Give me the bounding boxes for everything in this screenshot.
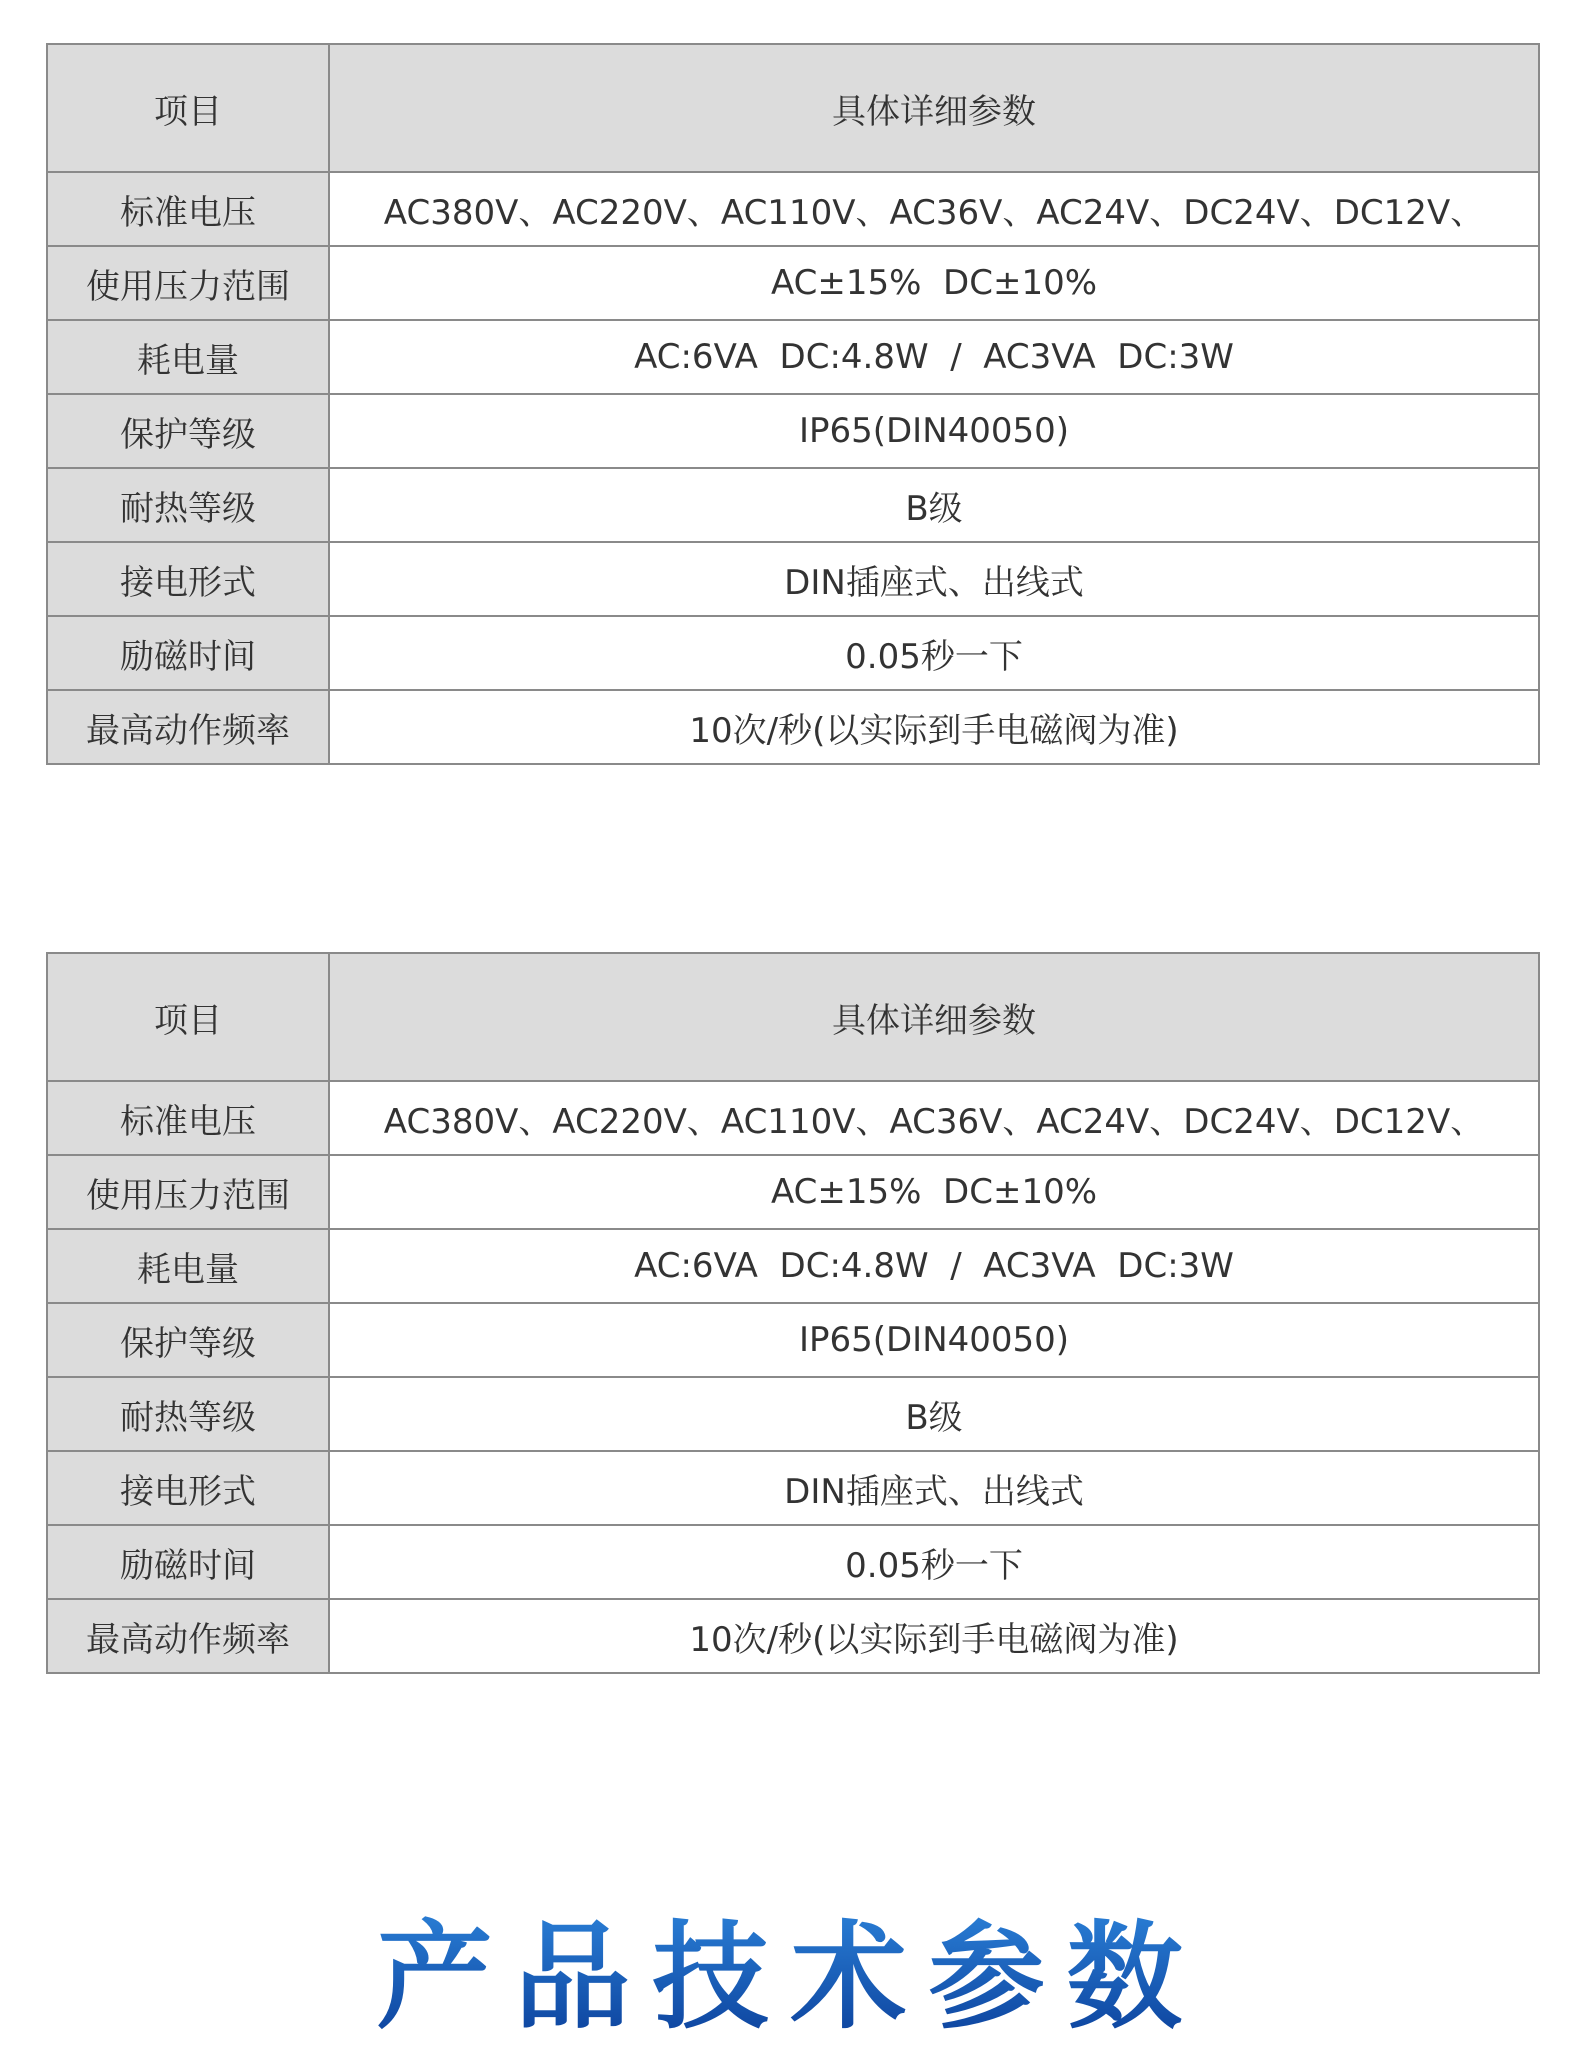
row-label: 保护等级 bbox=[47, 1303, 329, 1377]
row-value: DIN插座式、出线式 bbox=[329, 542, 1539, 616]
row-value: 0.05秒一下 bbox=[329, 1525, 1539, 1599]
row-label: 使用压力范围 bbox=[47, 1155, 329, 1229]
row-label: 耗电量 bbox=[47, 1229, 329, 1303]
table-row bbox=[47, 1451, 1539, 1525]
row-value: DIN插座式、出线式 bbox=[329, 1451, 1539, 1525]
row-value: AC:6VA DC:4.8W / AC3VA DC:3W bbox=[329, 1229, 1539, 1303]
row-value: AC:6VA DC:4.8W / AC3VA DC:3W bbox=[329, 320, 1539, 394]
row-value: B级 bbox=[329, 1377, 1539, 1451]
row-value: IP65(DIN40050) bbox=[329, 1303, 1539, 1377]
header-item: 项目 bbox=[47, 953, 329, 1081]
row-value: 10次/秒(以实际到手电磁阀为准) bbox=[329, 690, 1539, 764]
row-value: 0.05秒一下 bbox=[329, 616, 1539, 690]
row-value: 10次/秒(以实际到手电磁阀为准) bbox=[329, 1599, 1539, 1673]
table-row bbox=[47, 246, 1539, 320]
row-label: 接电形式 bbox=[47, 542, 329, 616]
spec-table-1 bbox=[46, 43, 1540, 765]
table-row bbox=[47, 468, 1539, 542]
header-detail: 具体详细参数 bbox=[329, 953, 1539, 1081]
row-label: 励磁时间 bbox=[47, 616, 329, 690]
table-row bbox=[47, 172, 1539, 246]
row-value: B级 bbox=[329, 468, 1539, 542]
table-header-row bbox=[47, 953, 1539, 1081]
table-row bbox=[47, 1081, 1539, 1155]
spec-table-2 bbox=[46, 952, 1540, 1674]
row-label: 耐热等级 bbox=[47, 468, 329, 542]
row-label: 标准电压 bbox=[47, 172, 329, 246]
row-value: IP65(DIN40050) bbox=[329, 394, 1539, 468]
row-label: 使用压力范围 bbox=[47, 246, 329, 320]
row-label: 标准电压 bbox=[47, 1081, 329, 1155]
row-label: 耗电量 bbox=[47, 320, 329, 394]
header-detail: 具体详细参数 bbox=[329, 44, 1539, 172]
table-row bbox=[47, 1155, 1539, 1229]
row-label: 耐热等级 bbox=[47, 1377, 329, 1451]
table-row bbox=[47, 690, 1539, 764]
table-row bbox=[47, 1599, 1539, 1673]
row-value: AC380V、AC220V、AC110V、AC36V、AC24V、DC24V、DC12V、 bbox=[329, 172, 1539, 246]
table-row bbox=[47, 1303, 1539, 1377]
row-label: 励磁时间 bbox=[47, 1525, 329, 1599]
table-row bbox=[47, 394, 1539, 468]
row-label: 最高动作频率 bbox=[47, 1599, 329, 1673]
table-row bbox=[47, 616, 1539, 690]
table-row bbox=[47, 1525, 1539, 1599]
table-row bbox=[47, 320, 1539, 394]
row-value: AC380V、AC220V、AC110V、AC36V、AC24V、DC24V、DC12V、 bbox=[329, 1081, 1539, 1155]
row-value: AC±15% DC±10% bbox=[329, 1155, 1539, 1229]
table-header-row bbox=[47, 44, 1539, 172]
table-row bbox=[47, 542, 1539, 616]
row-label: 最高动作频率 bbox=[47, 690, 329, 764]
row-label: 接电形式 bbox=[47, 1451, 329, 1525]
section-title: 产品技术参数 bbox=[0, 1908, 1581, 2048]
table-row bbox=[47, 1377, 1539, 1451]
row-value: AC±15% DC±10% bbox=[329, 246, 1539, 320]
table-row bbox=[47, 1229, 1539, 1303]
header-item: 项目 bbox=[47, 44, 329, 172]
row-label: 保护等级 bbox=[47, 394, 329, 468]
